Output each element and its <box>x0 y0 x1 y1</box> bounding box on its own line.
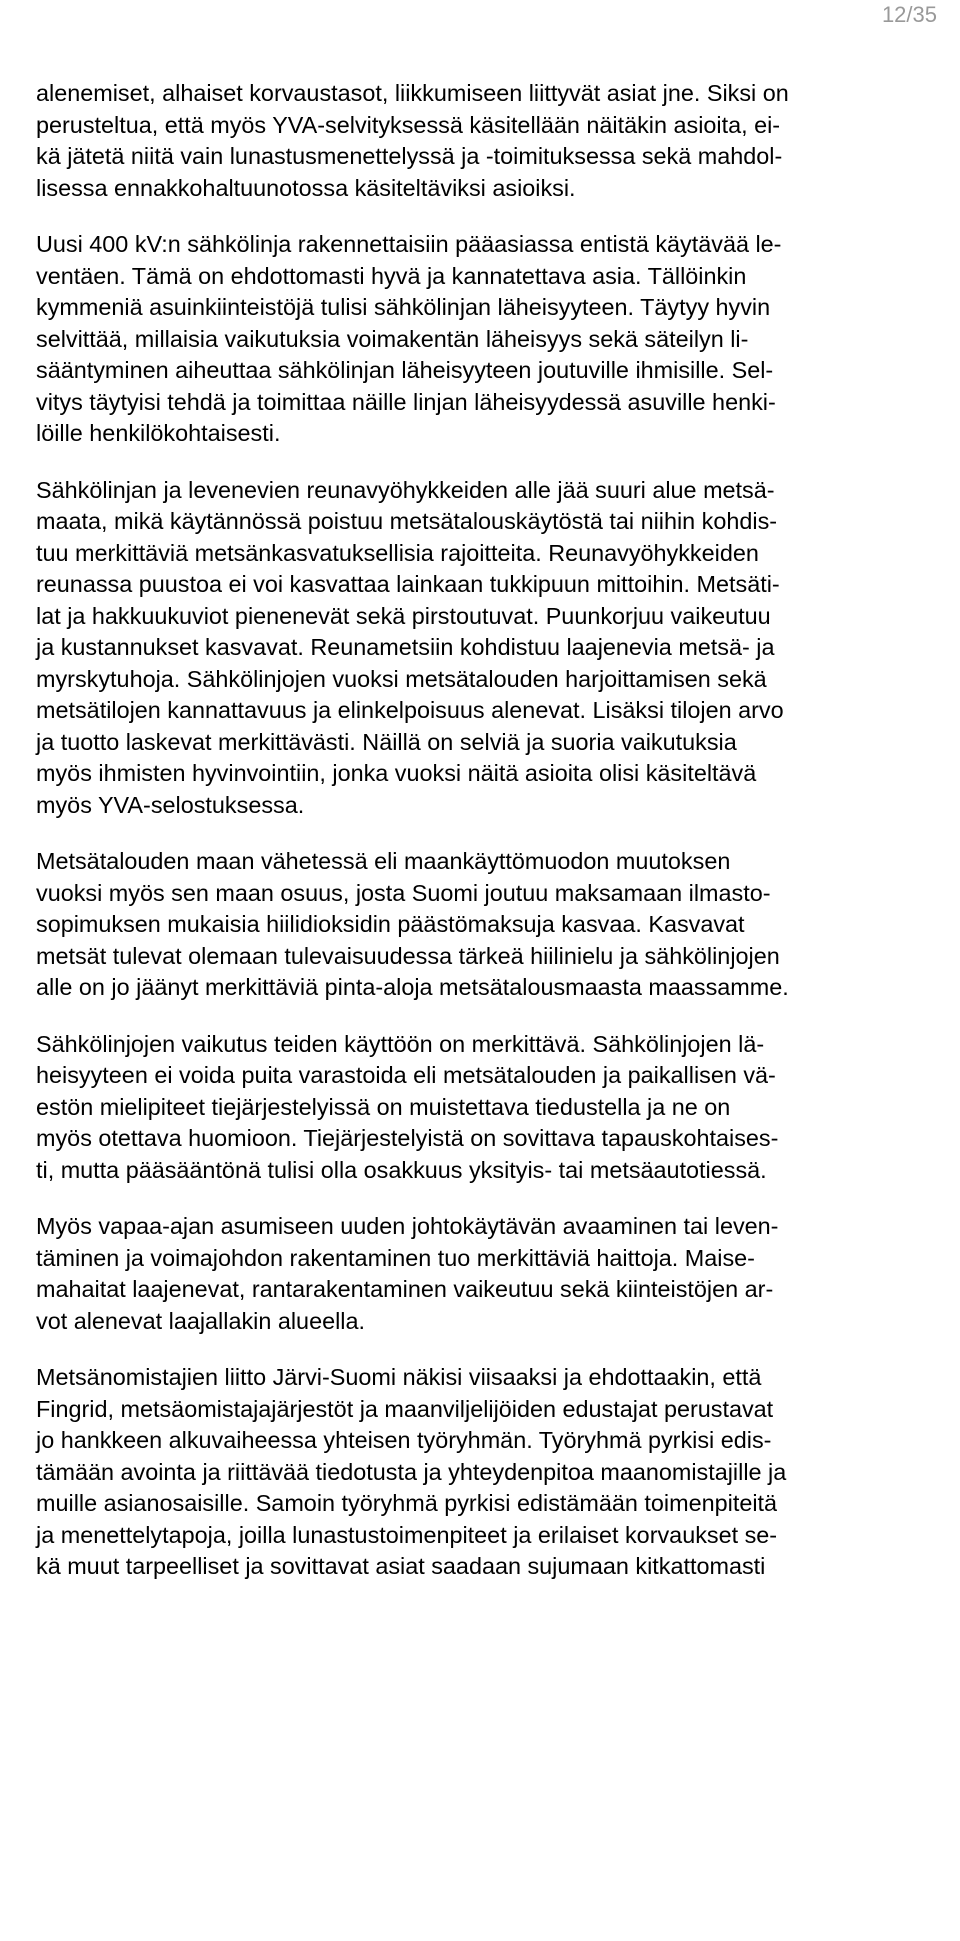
text-line: myrskytuhoja. Sähkölinjojen vuoksi metsätalouden harjoittamisen sekä <box>36 665 767 692</box>
text-line: mahaitat laajenevat, rantarakentaminen vaikeutuu sekä kiinteistöjen ar- <box>36 1276 774 1302</box>
text-line: myös YVA-selostuksessa. <box>36 791 305 818</box>
text-line: alle on jo jäänyt merkittäviä pinta-aloja metsätalousmaasta maassamme. <box>36 974 789 1000</box>
text-line: kä jätetä niitä vain lunastusmenettelyssä ja -toimituksessa sekä mahdol- <box>36 143 783 169</box>
text-line: vot alenevat laajallakin alueella. <box>36 1307 365 1334</box>
text-line: sääntyminen aiheuttaa sähkölinjan läheisyyteen joutuville ihmisille. Sel- <box>36 357 774 383</box>
text-line: ventäen. Tämä on ehdottomasti hyvä ja kannatettava asia. Tällöinkin <box>36 262 747 289</box>
text-line: myös otettava huomioon. Tiejärjestelyistä on sovittava tapauskohtaises- <box>36 1125 779 1151</box>
text-line: lisessa ennakkohaltuunotossa käsiteltäviksi asioiksi. <box>36 174 576 201</box>
text-line: ja kustannukset kasvavat. Reunametsiin kohdistuu laajenevia metsä- ja <box>36 634 775 660</box>
document-body <box>36 78 954 1583</box>
text-line: ja tuotto laskevat merkittävästi. Näillä on selviä ja suoria vaikutuksia <box>36 728 737 755</box>
text-line: metsätilojen kannattavuus ja elinkelpoisuus alenevat. Lisäksi tilojen arvo <box>36 697 784 723</box>
text-line: Sähkölinjan ja levenevien reunavyöhykkeiden alle jää suuri alue metsä- <box>36 476 775 503</box>
text-line: Sähkölinjojen vaikutus teiden käyttöön on merkittävä. Sähkölinjojen lä- <box>36 1030 765 1057</box>
text-line: ti, mutta pääsääntönä tulisi olla osakkuus yksityis- tai metsäautotiessä. <box>36 1156 767 1183</box>
paragraph-7 <box>36 1362 954 1583</box>
paragraph-1 <box>36 78 954 204</box>
text-line: heisyyteen ei voida puita varastoida eli metsätalouden ja paikallisen vä- <box>36 1062 776 1088</box>
text-line: Myös vapaa-ajan asumiseen uuden johtokäytävän avaaminen tai leven- <box>36 1213 779 1239</box>
text-line: muille asianosaisille. Samoin työryhmä pyrkisi edistämään toimenpiteitä <box>36 1490 778 1516</box>
text-line: alenemiset, alhaiset korvaustasot, liikkumiseen liittyvät asiat jne. Siksi on <box>36 80 789 106</box>
paragraph-4 <box>36 846 954 1004</box>
text-line: kymmeniä asuinkiinteistöjä tulisi sähkölinjan läheisyyteen. Täytyy hyvin <box>36 294 771 320</box>
text-line: Metsätalouden maan vähetessä eli maankäyttömuodon muutoksen <box>36 848 731 874</box>
text-line: vitys täytyisi tehdä ja toimittaa näille linjan läheisyydessä asuville henki- <box>36 388 776 415</box>
page-number: 12/35 <box>881 2 937 27</box>
text-line: selvittää, millaisia vaikutuksia voimakentän läheisyys sekä säteilyn li- <box>36 325 749 352</box>
text-line: ja menettelytapoja, joilla lunastustoimenpiteet ja erilaiset korvaukset se- <box>36 1521 778 1548</box>
text-line: metsät tulevat olemaan tulevaisuudessa tärkeä hiilinielu ja sähkölinjojen <box>36 942 780 969</box>
text-line: estön mielipiteet tiejärjestelyissä on muistettava tiedustella ja ne on <box>36 1093 731 1120</box>
paragraph-6 <box>36 1211 954 1337</box>
text-line: tuu merkittäviä metsänkasvatuksellisia rajoitteita. Reunavyöhykkeiden <box>36 539 759 566</box>
text-line: kä muut tarpeelliset ja sovittavat asiat saadaan sujumaan kitkattomasti <box>36 1553 766 1579</box>
text-line: perusteltua, että myös YVA-selvityksessä käsitellään näitäkin asioita, ei- <box>36 111 781 138</box>
text-line: Uusi 400 kV:n sähkölinja rakennettaisiin pääasiassa entistä käytävää le- <box>36 231 782 257</box>
paragraph-5 <box>36 1029 954 1187</box>
paragraph-2 <box>36 229 954 450</box>
text-line: lat ja hakkuukuviot pienenevät sekä pirstoutuvat. Puunkorjuu vaikeutuu <box>36 602 771 629</box>
text-line: Fingrid, metsäomistajajärjestöt ja maanviljelijöiden edustajat perustavat <box>36 1395 774 1422</box>
text-line: löille henkilökohtaisesti. <box>36 420 281 446</box>
text-line: Metsänomistajien liitto Järvi-Suomi näkisi viisaaksi ja ehdottaakin, että <box>36 1364 762 1390</box>
text-line: täminen ja voimajohdon rakentaminen tuo merkittäviä haittoja. Maise- <box>36 1244 755 1271</box>
text-line: vuoksi myös sen maan osuus, josta Suomi joutuu maksamaan ilmasto- <box>36 879 771 906</box>
text-line: reunassa puustoa ei voi kasvattaa lainkaan tukkipuun mittoihin. Metsäti- <box>36 571 780 597</box>
text-line: tämään avointa ja riittävää tiedotusta ja yhteydenpitoa maanomistajille ja <box>36 1458 787 1485</box>
text-line: sopimuksen mukaisia hiilidioksidin päästömaksuja kasvaa. Kasvavat <box>36 911 745 937</box>
text-line: maata, mikä käytännössä poistuu metsätalouskäytöstä tai niihin kohdis- <box>36 508 778 534</box>
text-line: jo hankkeen alkuvaiheessa yhteisen työryhmän. Työryhmä pyrkisi edis- <box>36 1427 772 1453</box>
text-line: myös ihmisten hyvinvointiin, jonka vuoksi näitä asioita olisi käsiteltävä <box>36 760 757 786</box>
paragraph-3 <box>36 475 954 822</box>
